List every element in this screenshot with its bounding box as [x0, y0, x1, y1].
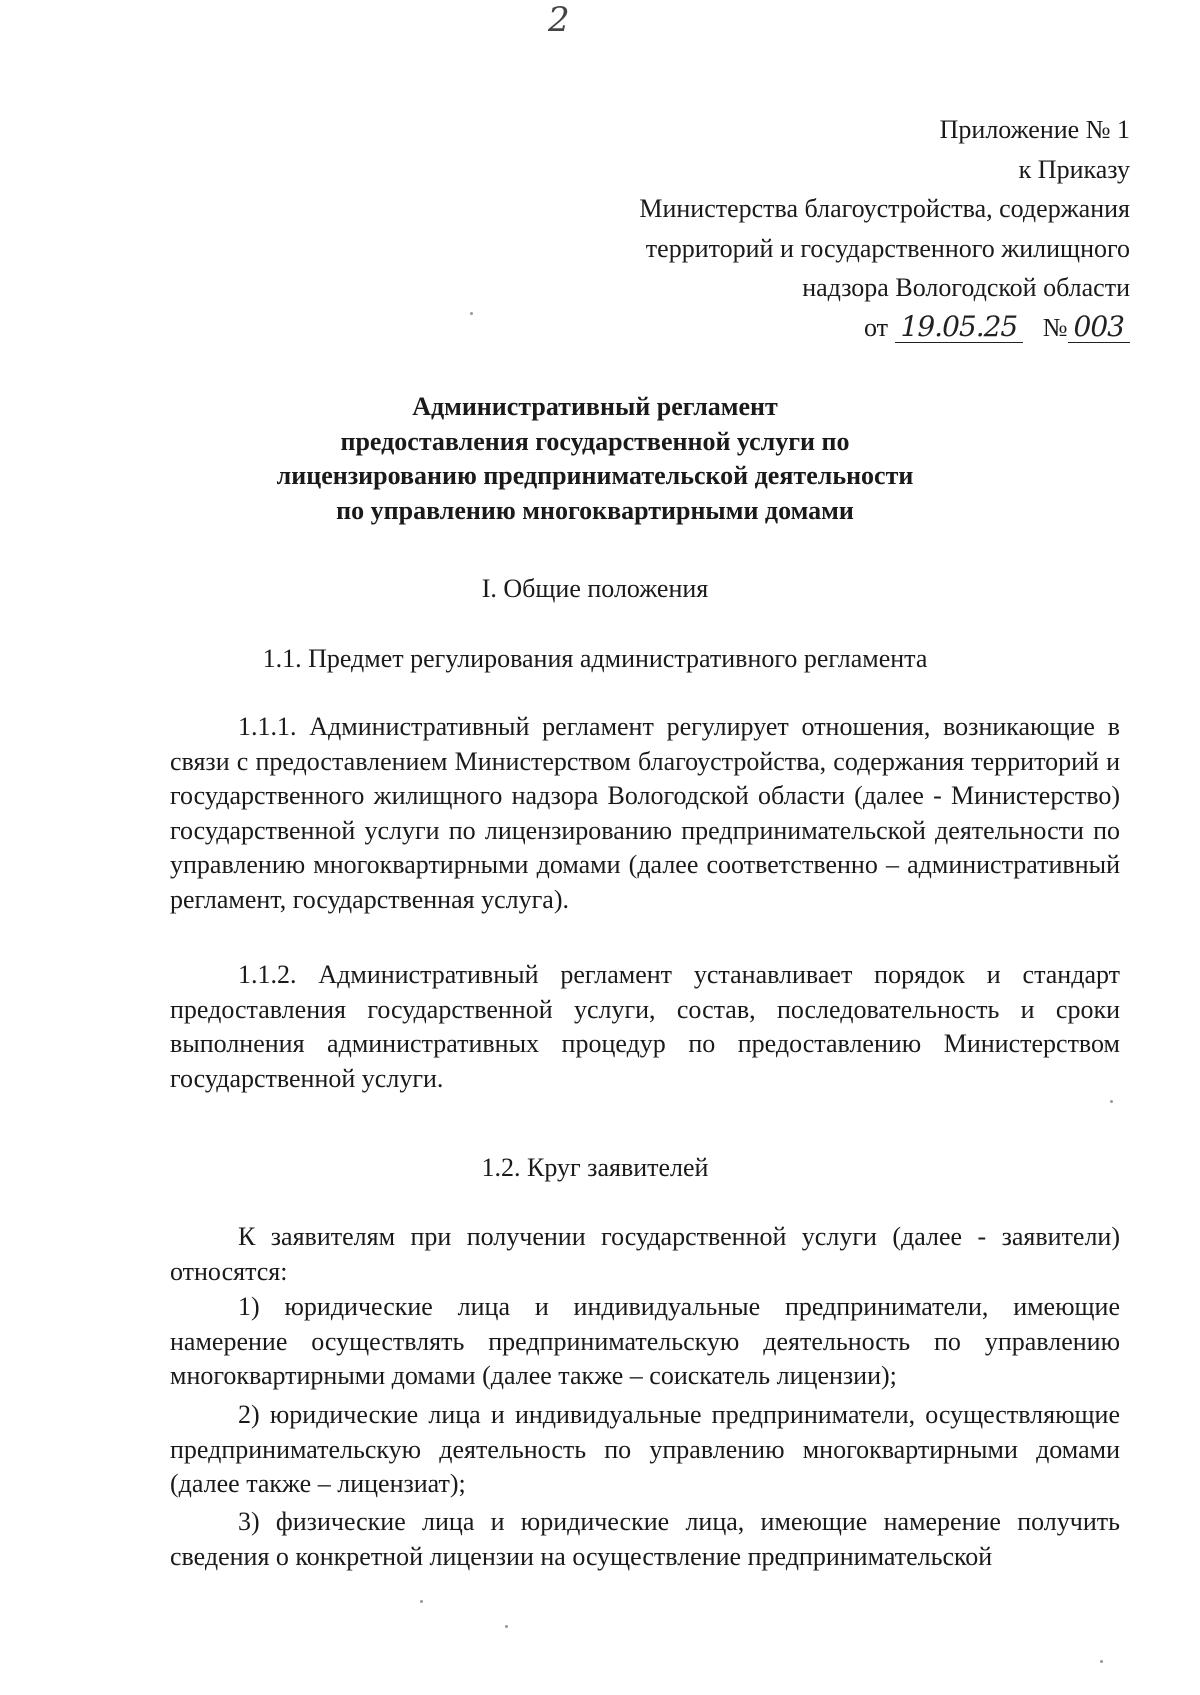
scan-speck — [420, 1600, 423, 1603]
appendix-line-2: к Приказу — [1018, 154, 1130, 184]
title-line-3: лицензированию предпринимательской деятельности — [276, 461, 914, 490]
scan-speck — [470, 312, 473, 315]
scan-speck — [505, 1625, 508, 1628]
handwritten-page-mark: 2 — [548, 0, 570, 40]
subsection-heading-1-2: 1.2. Круг заявителей — [481, 1153, 709, 1182]
subsection-heading-1-1: 1.1. Предмет регулирования административного регламента — [262, 644, 928, 673]
number-prefix: № — [1042, 312, 1068, 342]
document-title — [170, 390, 1020, 528]
scan-speck — [1110, 1100, 1113, 1103]
appendix-line-1: Приложение № 1 — [939, 115, 1130, 144]
appendix-header — [510, 110, 1130, 347]
scan-speck — [1100, 1660, 1103, 1663]
appendix-line-4: территорий и государственного жилищного — [645, 233, 1130, 263]
list-item-3: 3) физические лица и юридические лица, имеющие намерение получить сведения о конкретной лицензии на осуществление предпринимательской — [170, 1507, 1120, 1571]
appendix-line-5: надзора Вологодской области — [802, 273, 1130, 302]
title-line-1: Административный регламент — [412, 392, 778, 421]
section-heading: I. Общие положения — [481, 574, 709, 603]
list-item-1: 1) юридические лица и индивидуальные предприниматели, имеющие намерение осуществлять предпринимательскую деятельность по управлению многоквартирными домами (далее также – соискатель лицензии); — [170, 1292, 1120, 1390]
handwritten-number: 003 — [1068, 312, 1130, 343]
title-line-2: предоставления государственной услуги по — [340, 426, 850, 456]
paragraph-1-1-1: 1.1.1. Административный регламент регулирует отношения, возникающие в связи с предоставлением Министерством благоустройства, содержания территорий и государственного жилищного надзора Вологодской области (далее - Министерство) государственной услуги по лицензированию предпринимательской деятельности по управлению многоквартирными домами (далее соответственно – административный регламент, государственная услуга). — [170, 712, 1120, 914]
appendix-line-3: Министерства благоустройства, содержания — [639, 194, 1130, 223]
paragraph-1-1-2: 1.1.2. Административный регламент устанавливает порядок и стандарт предоставления государственной услуги, состав, последовательность и сроки выполнения административных процедур по предоставлению Министерством государственной услуги. — [170, 960, 1120, 1093]
list-item-2: 2) юридические лица и индивидуальные предприниматели, осуществляющие предпринимательскую деятельность по управлению многоквартирными домами (далее также – лицензиат); — [170, 1400, 1120, 1498]
title-line-4: по управлению многоквартирными домами — [336, 495, 854, 525]
paragraph-applicants-intro: К заявителям при получении государственной услуги (далее - заявители) относятся: — [170, 1222, 1120, 1286]
appendix-date-number-line — [510, 308, 1130, 348]
date-prefix: от — [864, 312, 889, 342]
handwritten-date: 19.05.25 — [895, 312, 1024, 343]
